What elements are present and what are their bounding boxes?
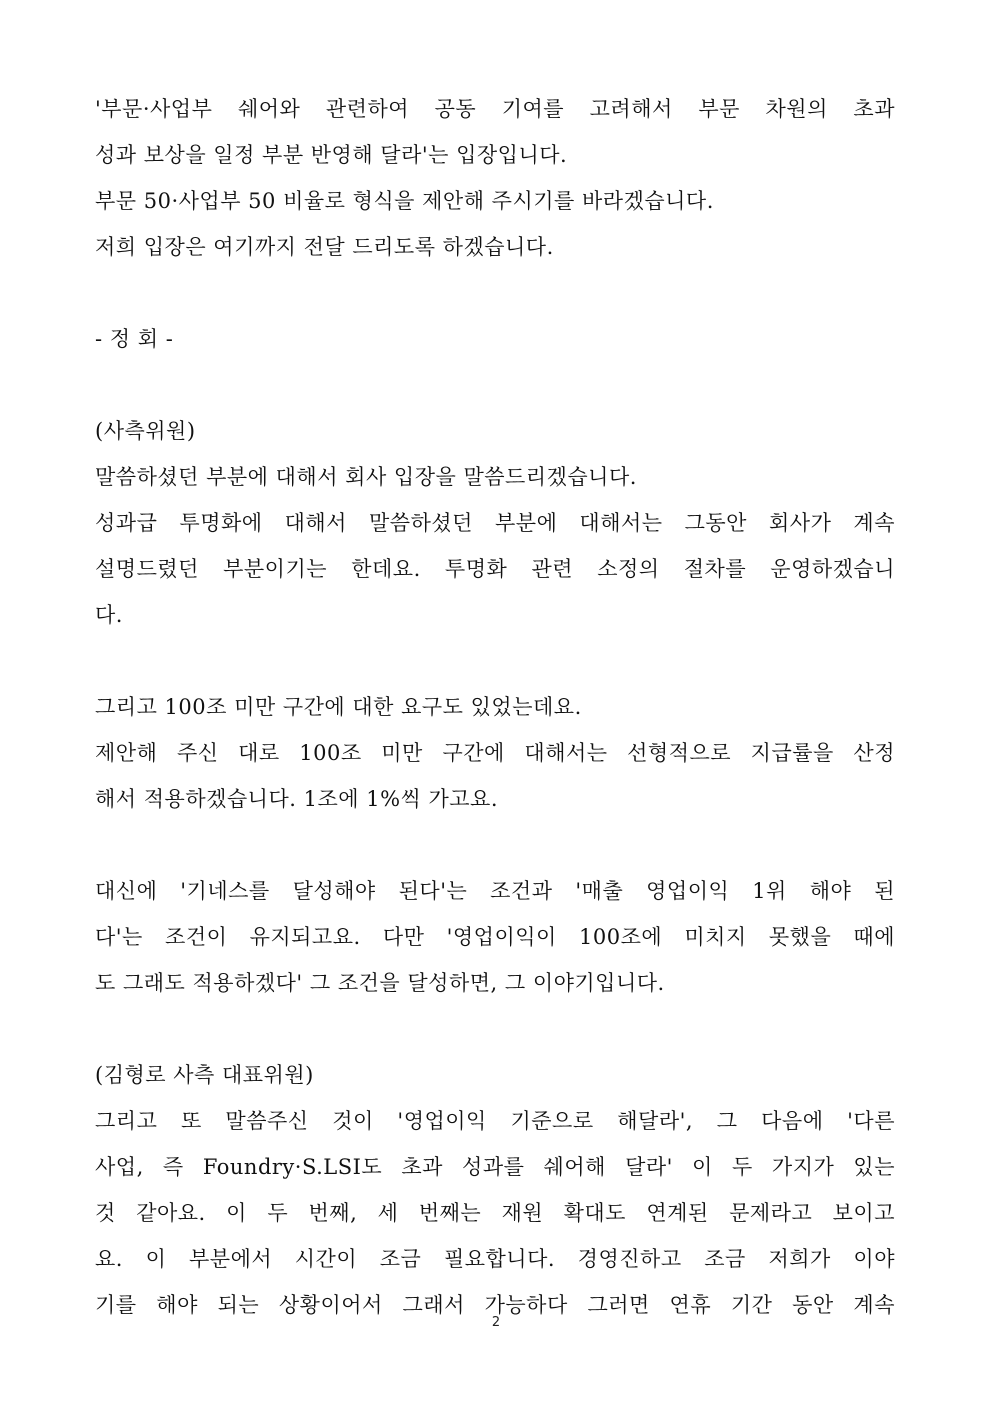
text-line: 다. bbox=[95, 603, 123, 627]
text-line: 기를 해야 되는 상황이어서 그래서 가능하다 그러면 연휴 기간 동안 계속 bbox=[95, 1293, 895, 1317]
recess-marker: - 정 회 - bbox=[95, 327, 174, 351]
paragraph-gap bbox=[95, 270, 895, 316]
paragraph-gap bbox=[95, 362, 895, 408]
speaker-label: (사측위원) bbox=[95, 419, 196, 443]
text-line: 해서 적용하겠습니다. 1조에 1%씩 가고요. bbox=[95, 787, 499, 811]
text-line: 제안해 주신 대로 100조 미만 구간에 대해서는 선형적으로 지급률을 산정 bbox=[95, 741, 895, 765]
text-line: 그리고 또 말씀주신 것이 '영업이익 기준으로 해달라', 그 다음에 '다른 bbox=[95, 1109, 895, 1133]
text-line: 설명드렸던 부분이기는 한데요. 투명화 관련 소정의 절차를 운영하겠습니 bbox=[95, 557, 895, 581]
text-line: '부문·사업부 쉐어와 관련하여 공동 기여를 고려해서 부문 차원의 초과 bbox=[95, 97, 895, 121]
text-line: 그리고 100조 미만 구간에 대한 요구도 있었는데요. bbox=[95, 695, 582, 719]
page-number: 2 bbox=[491, 1315, 501, 1330]
document-body bbox=[95, 86, 895, 1328]
text-line: 성과 보상을 일정 부분 반영해 달라'는 입장입니다. bbox=[95, 143, 568, 167]
text-line: 사업, 즉 Foundry·S.LSI도 초과 성과를 쉐어해 달라' 이 두 가지가 있는 bbox=[95, 1155, 895, 1179]
paragraph-gap bbox=[95, 822, 895, 868]
text-line: 부문 50·사업부 50 비율로 형식을 제안해 주시기를 바라겠습니다. bbox=[95, 189, 714, 213]
text-line: 도 그래도 적용하겠다' 그 조건을 달성하면, 그 이야기입니다. bbox=[95, 971, 665, 995]
text-line: 저희 입장은 여기까지 전달 드리도록 하겠습니다. bbox=[95, 235, 554, 259]
text-line: 대신에 '기네스를 달성해야 된다'는 조건과 '매출 영업이익 1위 해야 된 bbox=[95, 879, 895, 903]
speaker-label: (김형로 사측 대표위원) bbox=[95, 1063, 314, 1087]
text-line: 다'는 조건이 유지되고요. 다만 '영업이익이 100조에 미치지 못했을 때에 bbox=[95, 925, 895, 949]
paragraph-gap bbox=[95, 638, 895, 684]
text-line: 말씀하셨던 부분에 대해서 회사 입장을 말씀드리겠습니다. bbox=[95, 465, 637, 489]
paragraph-gap bbox=[95, 1006, 895, 1052]
text-line: 성과급 투명화에 대해서 말씀하셨던 부분에 대해서는 그동안 회사가 계속 bbox=[95, 511, 895, 535]
text-line: 요. 이 부분에서 시간이 조금 필요합니다. 경영진하고 조금 저희가 이야 bbox=[95, 1247, 895, 1271]
text-line: 것 같아요. 이 두 번째, 세 번째는 재원 확대도 연계된 문제라고 보이고 bbox=[95, 1201, 895, 1225]
